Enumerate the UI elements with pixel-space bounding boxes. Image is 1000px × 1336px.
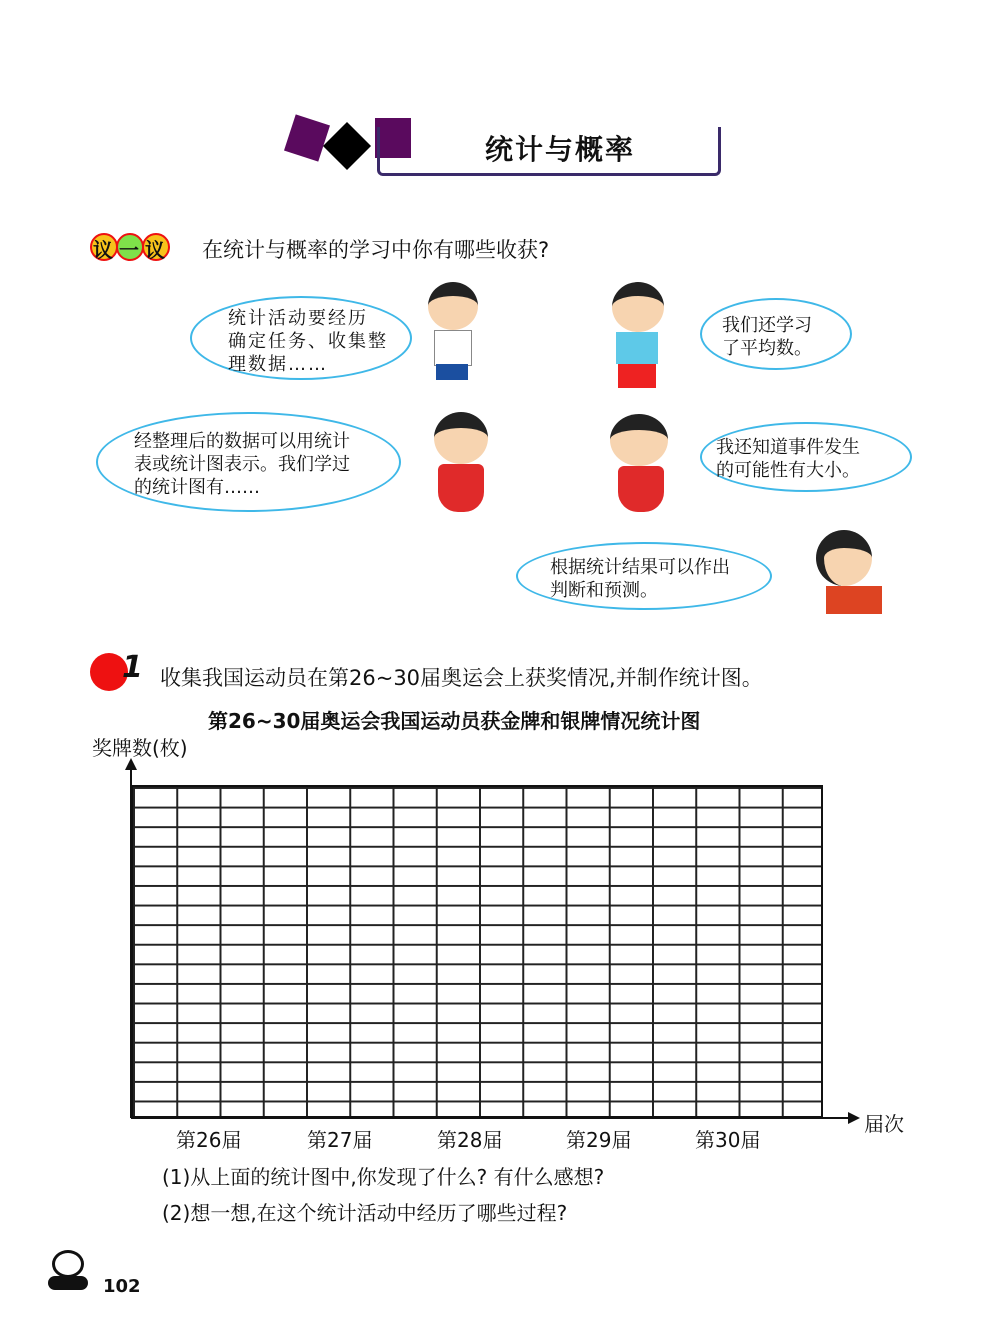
discuss-badge-text: 议一议 [93, 238, 171, 262]
exercise-number: 1 [122, 650, 143, 685]
chart-grid [131, 785, 823, 1118]
y-axis-label: 奖牌数(枚) [92, 736, 188, 760]
y-axis-arrow-icon [125, 758, 137, 770]
boy-illustration [420, 282, 490, 382]
girl-illustration [420, 412, 505, 514]
bubble-text: 根据统计结果可以作出 判断和预测。 [550, 557, 730, 601]
chart-title: 第26~30届奥运会我国运动员获金牌和银牌情况统计图 [208, 709, 701, 733]
bubble-text: 我们还学习 了平均数。 [722, 315, 812, 359]
bubble-text: 我还知道事件发生 的可能性有大小。 [716, 437, 860, 481]
speech-bubble [96, 412, 401, 512]
page-title: 统计与概率 [485, 133, 636, 166]
boy-illustration [600, 282, 675, 390]
x-tick-label: 第30届 [695, 1128, 761, 1152]
panda-icon [46, 1250, 92, 1292]
girl-illustration [596, 414, 691, 514]
bubble-text: 经整理后的数据可以用统计 表或统计图表示。我们学过 的统计图有…… [134, 431, 350, 498]
speech-bubble [190, 296, 412, 380]
girl-illustration [806, 530, 891, 616]
x-tick-label: 第27届 [307, 1128, 373, 1152]
x-axis-arrow-icon [848, 1112, 860, 1124]
x-tick-label: 第28届 [437, 1128, 503, 1152]
speech-bubble [516, 542, 772, 610]
exercise-text: 收集我国运动员在第26~30届奥运会上获奖情况,并制作统计图。 [160, 666, 763, 690]
page-number: 102 [103, 1276, 141, 1297]
question-1: (1)从上面的统计图中,你发现了什么? 有什么感想? [162, 1165, 605, 1189]
x-tick-label: 第29届 [566, 1128, 632, 1152]
question-2: (2)想一想,在这个统计活动中经历了哪些过程? [162, 1201, 568, 1225]
speech-bubble [700, 422, 912, 492]
x-tick-label: 第26届 [176, 1128, 242, 1152]
speech-bubble [700, 298, 852, 370]
x-axis [131, 1117, 851, 1119]
discuss-question: 在统计与概率的学习中你有哪些收获? [202, 238, 550, 262]
bubble-text: 统计活动要经历 确定任务、收集整 理数据…… [228, 308, 388, 375]
x-axis-label: 届次 [864, 1112, 904, 1136]
